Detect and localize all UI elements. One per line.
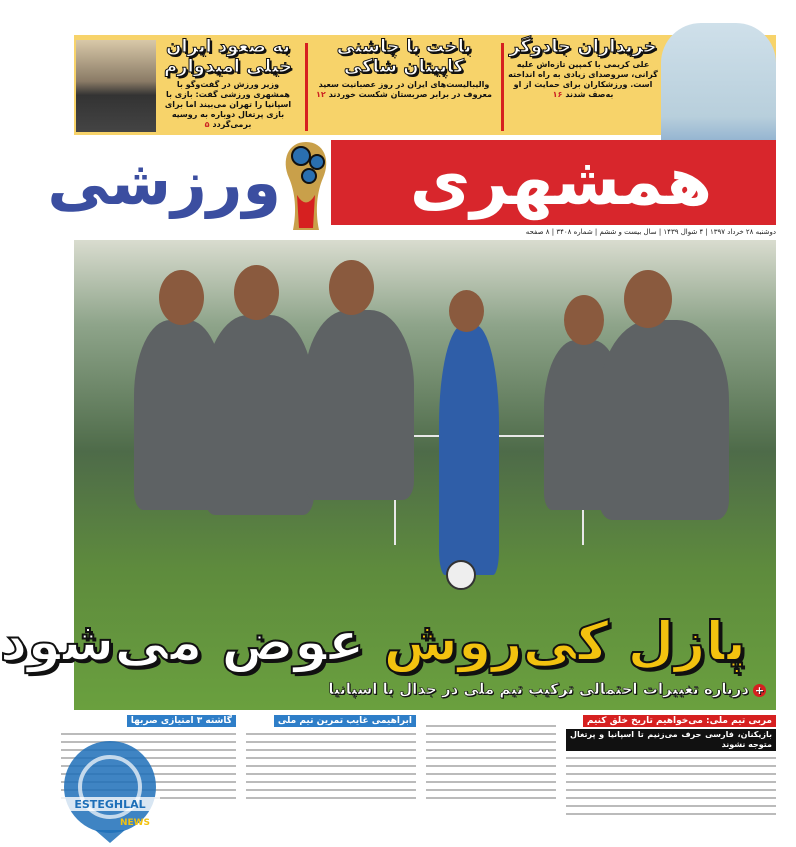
column-3-title: ابراهیمی غایب تمرین تیم ملی bbox=[274, 715, 416, 727]
side-caption bbox=[46, 245, 60, 325]
story-3-text: وزیر ورزش در گفت‌وگو با همشهری ورزشی گفت: بازی با اسپانیا را تهران می‌بیند اما برای بازی پرتغال دوباره به روسیه برمی‌گردد bbox=[164, 80, 292, 129]
esteghlal-news-watermark-logo bbox=[55, 735, 165, 845]
top-stories-band bbox=[74, 35, 776, 135]
story-3-body bbox=[158, 80, 298, 130]
dateline: دوشنبه ۲۸ خرداد ۱۳۹۷ | ۴ شوال ۱۴۳۹ | سال بیست و ششم | شماره ۳۴۰۸ | ۸ صفحه bbox=[525, 228, 776, 236]
story-1-title: خریداران جادوگر bbox=[509, 36, 657, 57]
column-4-title: گاشته ۳ امتیازی صربها bbox=[127, 715, 236, 727]
headline-part-a: پازل کی‌روش bbox=[383, 610, 746, 673]
svg-text:NEWS: NEWS bbox=[119, 818, 151, 828]
story-2-title: باخت با چاشنی کاپیتان شاکی bbox=[336, 36, 472, 77]
masthead-sport: ورزشی bbox=[47, 146, 281, 219]
plus-icon: + bbox=[754, 684, 765, 697]
story-1-text: علی کریمی با کمپین تازه‌اش علیه گرانی، سروصدای زیادی به راه انداخته است. ورزشکاران برای حمایت از او به‌صف شدند bbox=[508, 60, 658, 99]
headline-part-b: عوض می‌شود bbox=[0, 610, 365, 673]
world-cup-trophy-icon bbox=[279, 140, 334, 232]
column-2 bbox=[426, 715, 556, 845]
story-1-body bbox=[508, 60, 658, 100]
divider bbox=[305, 43, 308, 131]
column-1-subtitle: بازیکنان، فارسی حرف می‌زنیم تا اسپانیا و پرتغال متوجه نشوند bbox=[566, 729, 776, 751]
story-1-page: ۱۶ bbox=[552, 90, 563, 99]
main-headline bbox=[0, 610, 746, 673]
story-3-page: ۵ bbox=[204, 120, 210, 129]
story-3-title: به صعود ایران خیلی امیدوارم bbox=[163, 36, 293, 77]
column-1-title: مربی تیم ملی: می‌خواهیم تاریخ خلق کنیم bbox=[583, 715, 776, 727]
officials-photo bbox=[76, 40, 156, 132]
subheadline bbox=[328, 680, 766, 698]
svg-text:ESTEGHLAL: ESTEGHLAL bbox=[74, 798, 146, 811]
story-2[interactable] bbox=[314, 37, 494, 133]
story-2-text: والیبالیست‌های ایران در روز عصبانیت سعید معروف در برابر صربستان شکست خوردند bbox=[318, 80, 492, 99]
story-2-page: ۱۲ bbox=[315, 90, 326, 99]
ball bbox=[446, 560, 476, 590]
divider bbox=[501, 43, 504, 131]
story-3[interactable] bbox=[158, 37, 298, 133]
column-1[interactable] bbox=[566, 715, 776, 845]
main-photo bbox=[0, 240, 776, 710]
masthead-title: همشهری bbox=[409, 143, 713, 220]
story-2-body bbox=[314, 80, 494, 100]
subheadline-text: درباره تغییرات احتمالی ترکیب تیم ملی در جدال با اسپانیا bbox=[328, 680, 749, 698]
story-1[interactable] bbox=[508, 37, 658, 133]
column-3[interactable] bbox=[246, 715, 416, 845]
